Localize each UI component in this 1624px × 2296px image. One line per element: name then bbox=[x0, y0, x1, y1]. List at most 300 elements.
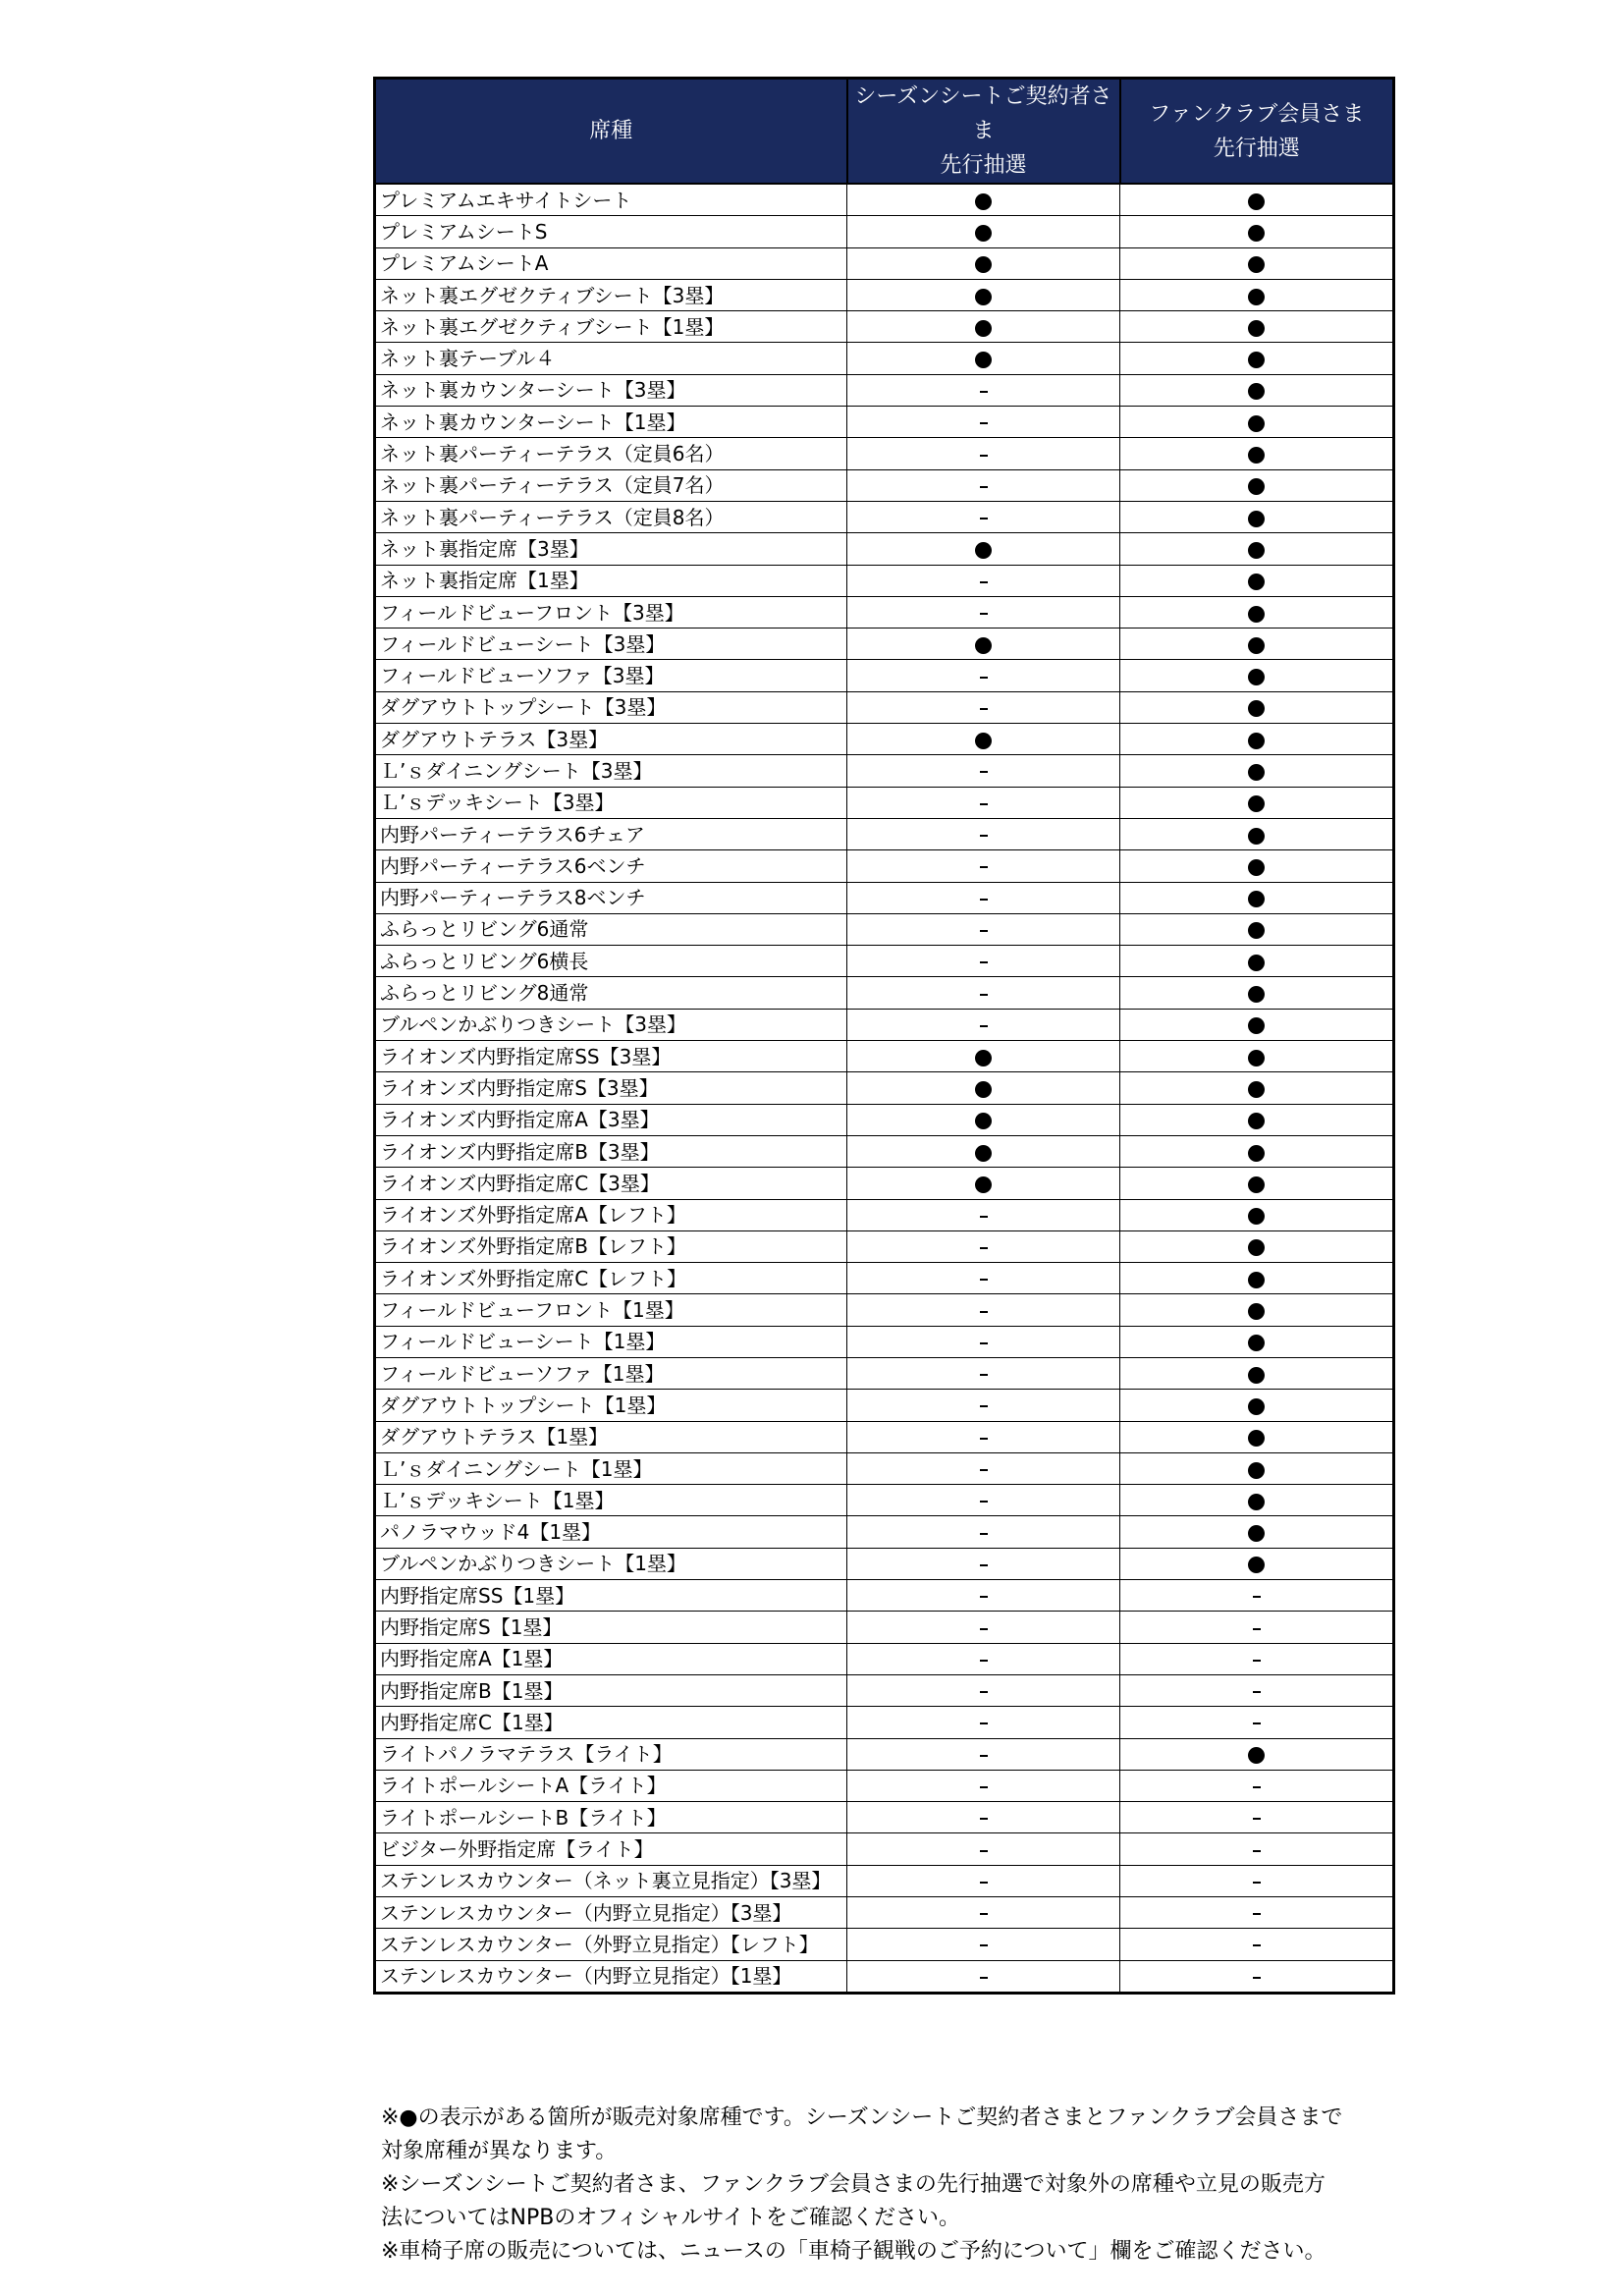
season-availability-cell bbox=[847, 1390, 1120, 1421]
fanclub-availability-cell bbox=[1120, 850, 1394, 882]
seat-name-cell: ふらっとリビング8通常 bbox=[375, 977, 847, 1009]
table-row bbox=[375, 1452, 1394, 1484]
fanclub-availability-cell bbox=[1120, 724, 1394, 755]
available-dot-icon bbox=[1248, 828, 1265, 845]
table-row bbox=[375, 407, 1394, 438]
header-row bbox=[375, 79, 1394, 185]
fanclub-availability-cell bbox=[1120, 1294, 1394, 1326]
footnote-line: 法についてはNPBのオフィシャルサイトをご確認ください。 bbox=[381, 2206, 960, 2230]
available-dot-icon bbox=[1248, 637, 1265, 654]
fanclub-availability-cell bbox=[1120, 469, 1394, 501]
fanclub-availability-cell bbox=[1120, 1707, 1394, 1738]
seat-name-cell: ライオンズ外野指定席B【レフト】 bbox=[375, 1230, 847, 1262]
season-availability-cell bbox=[847, 1802, 1120, 1833]
seat-name-cell: ライオンズ内野指定席B【3塁】 bbox=[375, 1135, 847, 1167]
seat-name-cell: 内野指定席SS【1塁】 bbox=[375, 1580, 847, 1612]
table-row bbox=[375, 1580, 1394, 1612]
header-seat-type-label: 席種 bbox=[589, 119, 633, 143]
seat-name-cell: プレミアムシートS bbox=[375, 216, 847, 247]
fanclub-availability-cell bbox=[1120, 1929, 1394, 1960]
season-availability-cell bbox=[847, 691, 1120, 723]
seat-name-cell: 内野指定席B【1塁】 bbox=[375, 1674, 847, 1706]
table-row bbox=[375, 1104, 1394, 1135]
available-dot-icon bbox=[1248, 511, 1265, 527]
fanclub-availability-cell bbox=[1120, 1548, 1394, 1579]
seat-name-cell: ライオンズ内野指定席SS【3塁】 bbox=[375, 1041, 847, 1072]
fanclub-availability-cell bbox=[1120, 660, 1394, 691]
fanclub-availability-cell bbox=[1120, 691, 1394, 723]
table-row bbox=[375, 1168, 1394, 1199]
unavailable-dash-icon bbox=[980, 1469, 988, 1471]
table-row bbox=[375, 660, 1394, 691]
seat-name-cell: プレミアムシートA bbox=[375, 247, 847, 279]
fanclub-availability-cell bbox=[1120, 1326, 1394, 1357]
available-dot-icon bbox=[1248, 891, 1265, 907]
fanclub-availability-cell bbox=[1120, 501, 1394, 532]
seat-name-cell: ライトパノラマテラス【ライト】 bbox=[375, 1738, 847, 1770]
unavailable-dash-icon bbox=[980, 1691, 988, 1693]
unavailable-dash-icon bbox=[1253, 1722, 1261, 1724]
available-dot-icon bbox=[1248, 922, 1265, 939]
fanclub-availability-cell bbox=[1120, 1516, 1394, 1548]
table-row bbox=[375, 1263, 1394, 1294]
available-dot-icon bbox=[1248, 1145, 1265, 1162]
table-row bbox=[375, 596, 1394, 628]
unavailable-dash-icon bbox=[980, 1025, 988, 1027]
unavailable-dash-icon bbox=[1253, 1691, 1261, 1693]
season-availability-cell bbox=[847, 1263, 1120, 1294]
fanclub-availability-cell bbox=[1120, 1802, 1394, 1833]
table-row bbox=[375, 438, 1394, 469]
unavailable-dash-icon bbox=[1253, 1913, 1261, 1915]
table-row bbox=[375, 1516, 1394, 1548]
available-dot-icon bbox=[1248, 256, 1265, 273]
available-dot-icon bbox=[1248, 986, 1265, 1003]
available-dot-icon bbox=[1248, 1017, 1265, 1034]
available-dot-icon bbox=[975, 289, 992, 305]
table-row bbox=[375, 1230, 1394, 1262]
unavailable-dash-icon bbox=[1253, 1628, 1261, 1630]
available-dot-icon bbox=[1248, 289, 1265, 305]
available-dot-icon bbox=[1248, 1050, 1265, 1066]
unavailable-dash-icon bbox=[980, 455, 988, 457]
table-row bbox=[375, 1833, 1394, 1865]
unavailable-dash-icon bbox=[980, 994, 988, 996]
seat-name-cell: Ｌ’ｓダイニングシート【3塁】 bbox=[375, 755, 847, 787]
season-availability-cell bbox=[847, 660, 1120, 691]
available-dot-icon bbox=[1248, 1113, 1265, 1129]
table-row bbox=[375, 850, 1394, 882]
fanclub-availability-cell bbox=[1120, 1643, 1394, 1674]
season-availability-cell bbox=[847, 596, 1120, 628]
season-availability-cell bbox=[847, 724, 1120, 755]
fanclub-availability-cell bbox=[1120, 1230, 1394, 1262]
fanclub-availability-cell bbox=[1120, 1135, 1394, 1167]
seat-name-cell: フィールドビューソファ【1塁】 bbox=[375, 1357, 847, 1389]
season-availability-cell bbox=[847, 1770, 1120, 1801]
unavailable-dash-icon bbox=[1253, 1786, 1261, 1788]
available-dot-icon bbox=[1248, 1525, 1265, 1542]
unavailable-dash-icon bbox=[980, 1755, 988, 1757]
season-availability-cell bbox=[847, 1104, 1120, 1135]
unavailable-dash-icon bbox=[980, 391, 988, 393]
available-dot-icon bbox=[1248, 1272, 1265, 1288]
available-dot-icon bbox=[975, 193, 992, 210]
fanclub-availability-cell bbox=[1120, 1897, 1394, 1929]
season-availability-cell bbox=[847, 755, 1120, 787]
season-availability-cell bbox=[847, 438, 1120, 469]
fanclub-availability-cell bbox=[1120, 818, 1394, 849]
unavailable-dash-icon bbox=[1253, 1977, 1261, 1979]
table-row bbox=[375, 1643, 1394, 1674]
table-row bbox=[375, 533, 1394, 565]
available-dot-icon bbox=[1248, 574, 1265, 590]
unavailable-dash-icon bbox=[980, 1596, 988, 1598]
unavailable-dash-icon bbox=[1253, 1882, 1261, 1884]
table-row bbox=[375, 1802, 1394, 1833]
seat-name-cell: フィールドビューシート【1塁】 bbox=[375, 1326, 847, 1357]
unavailable-dash-icon bbox=[980, 1342, 988, 1344]
season-availability-cell bbox=[847, 1452, 1120, 1484]
unavailable-dash-icon bbox=[980, 1564, 988, 1566]
available-dot-icon bbox=[1248, 700, 1265, 717]
season-availability-cell bbox=[847, 216, 1120, 247]
seat-name-cell: ネット裏パーティーテラス（定員8名） bbox=[375, 501, 847, 532]
table-row bbox=[375, 216, 1394, 247]
table-row bbox=[375, 724, 1394, 755]
table-header bbox=[375, 79, 1394, 185]
seat-name-cell: ライオンズ外野指定席A【レフト】 bbox=[375, 1199, 847, 1230]
unavailable-dash-icon bbox=[1253, 1660, 1261, 1662]
fanclub-availability-cell bbox=[1120, 629, 1394, 660]
unavailable-dash-icon bbox=[980, 581, 988, 583]
available-dot-icon bbox=[1248, 1208, 1265, 1225]
seat-name-cell: 内野指定席C【1塁】 bbox=[375, 1707, 847, 1738]
unavailable-dash-icon bbox=[980, 486, 988, 488]
fanclub-availability-cell bbox=[1120, 1390, 1394, 1421]
fanclub-availability-cell bbox=[1120, 1421, 1394, 1452]
seat-name-cell: ダグアウトテラス【3塁】 bbox=[375, 724, 847, 755]
table-row bbox=[375, 977, 1394, 1009]
unavailable-dash-icon bbox=[1253, 1944, 1261, 1946]
table-row bbox=[375, 1485, 1394, 1516]
unavailable-dash-icon bbox=[980, 866, 988, 868]
unavailable-dash-icon bbox=[980, 677, 988, 679]
season-availability-cell bbox=[847, 1516, 1120, 1548]
fanclub-availability-cell bbox=[1120, 184, 1394, 216]
fanclub-availability-cell bbox=[1120, 1009, 1394, 1040]
seat-name-cell: ライトポールシートA【ライト】 bbox=[375, 1770, 847, 1801]
season-availability-cell bbox=[847, 1230, 1120, 1262]
table-row bbox=[375, 1674, 1394, 1706]
table-row bbox=[375, 1072, 1394, 1104]
unavailable-dash-icon bbox=[980, 1533, 988, 1535]
table-row bbox=[375, 469, 1394, 501]
season-availability-cell bbox=[847, 629, 1120, 660]
season-availability-cell bbox=[847, 1674, 1120, 1706]
season-availability-cell bbox=[847, 946, 1120, 977]
seat-name-cell: ネット裏パーティーテラス（定員7名） bbox=[375, 469, 847, 501]
unavailable-dash-icon bbox=[980, 1628, 988, 1630]
seat-table-container bbox=[373, 77, 1392, 1995]
available-dot-icon bbox=[1248, 1335, 1265, 1351]
available-dot-icon bbox=[1248, 1303, 1265, 1320]
unavailable-dash-icon bbox=[980, 518, 988, 519]
table-row bbox=[375, 691, 1394, 723]
available-dot-icon bbox=[1248, 1239, 1265, 1256]
fanclub-availability-cell bbox=[1120, 1104, 1394, 1135]
season-availability-cell bbox=[847, 1294, 1120, 1326]
unavailable-dash-icon bbox=[980, 708, 988, 710]
seat-name-cell: 内野パーティーテラス8ベンチ bbox=[375, 882, 847, 913]
available-dot-icon bbox=[1248, 1398, 1265, 1415]
seat-name-cell: パノラマウッド4【1塁】 bbox=[375, 1516, 847, 1548]
seat-name-cell: ダグアウトトップシート【1塁】 bbox=[375, 1390, 847, 1421]
seat-name-cell: ダグアウトテラス【1塁】 bbox=[375, 1421, 847, 1452]
fanclub-availability-cell bbox=[1120, 977, 1394, 1009]
unavailable-dash-icon bbox=[980, 1438, 988, 1440]
available-dot-icon bbox=[1248, 795, 1265, 812]
available-dot-icon bbox=[1248, 1081, 1265, 1098]
unavailable-dash-icon bbox=[980, 1722, 988, 1724]
seat-name-cell: 内野パーティーテラス6チェア bbox=[375, 818, 847, 849]
table-body bbox=[375, 184, 1394, 1993]
table-row bbox=[375, 1294, 1394, 1326]
season-availability-cell bbox=[847, 501, 1120, 532]
table-row bbox=[375, 247, 1394, 279]
unavailable-dash-icon bbox=[980, 1405, 988, 1407]
unavailable-dash-icon bbox=[980, 1850, 988, 1852]
unavailable-dash-icon bbox=[980, 961, 988, 963]
season-availability-cell bbox=[847, 1580, 1120, 1612]
seat-name-cell: フィールドビューシート【3塁】 bbox=[375, 629, 847, 660]
seat-name-cell: ライトポールシートB【ライト】 bbox=[375, 1802, 847, 1833]
seat-name-cell: ライオンズ内野指定席A【3塁】 bbox=[375, 1104, 847, 1135]
fanclub-availability-cell bbox=[1120, 1072, 1394, 1104]
available-dot-icon bbox=[1248, 225, 1265, 242]
unavailable-dash-icon bbox=[1253, 1850, 1261, 1852]
seat-name-cell: フィールドビューソファ【3塁】 bbox=[375, 660, 847, 691]
table-row bbox=[375, 882, 1394, 913]
available-dot-icon bbox=[1248, 383, 1265, 400]
fanclub-availability-cell bbox=[1120, 343, 1394, 374]
season-availability-cell bbox=[847, 343, 1120, 374]
unavailable-dash-icon bbox=[980, 771, 988, 773]
table-row bbox=[375, 1707, 1394, 1738]
seat-name-cell: ステンレスカウンター（内野立見指定）【3塁】 bbox=[375, 1897, 847, 1929]
fanclub-availability-cell bbox=[1120, 1485, 1394, 1516]
available-dot-icon bbox=[1248, 859, 1265, 876]
season-availability-cell bbox=[847, 1072, 1120, 1104]
available-dot-icon bbox=[1248, 764, 1265, 781]
season-availability-cell bbox=[847, 374, 1120, 406]
table-row bbox=[375, 311, 1394, 343]
footnote-line: ※●の表示がある箇所が販売対象席種です。シーズンシートご契約者さまとファンクラブ会員さまで bbox=[381, 2105, 1343, 2130]
seat-name-cell: ライオンズ外野指定席C【レフト】 bbox=[375, 1263, 847, 1294]
available-dot-icon bbox=[1248, 415, 1265, 432]
fanclub-availability-cell bbox=[1120, 1833, 1394, 1865]
footnotes bbox=[381, 2102, 1402, 2269]
fanclub-availability-cell bbox=[1120, 407, 1394, 438]
seat-name-cell: Ｌ’ｓダイニングシート【1塁】 bbox=[375, 1452, 847, 1484]
fanclub-availability-cell bbox=[1120, 1580, 1394, 1612]
seat-name-cell: Ｌ’ｓデッキシート【3塁】 bbox=[375, 787, 847, 818]
table-row bbox=[375, 1770, 1394, 1801]
season-availability-cell bbox=[847, 1357, 1120, 1389]
fanclub-availability-cell bbox=[1120, 1263, 1394, 1294]
table-row bbox=[375, 787, 1394, 818]
available-dot-icon bbox=[975, 542, 992, 559]
seat-name-cell: ステンレスカウンター（ネット裏立見指定）【3塁】 bbox=[375, 1865, 847, 1896]
fanclub-availability-cell bbox=[1120, 216, 1394, 247]
header-fanclub-line2: 先行抽選 bbox=[1213, 136, 1300, 161]
table-row bbox=[375, 1326, 1394, 1357]
fanclub-availability-cell bbox=[1120, 438, 1394, 469]
fanclub-availability-cell bbox=[1120, 311, 1394, 343]
table-row bbox=[375, 565, 1394, 596]
fanclub-availability-cell bbox=[1120, 1041, 1394, 1072]
table-row bbox=[375, 184, 1394, 216]
seat-name-cell: プレミアムエキサイトシート bbox=[375, 184, 847, 216]
table-row bbox=[375, 946, 1394, 977]
season-availability-cell bbox=[847, 1135, 1120, 1167]
table-row bbox=[375, 1897, 1394, 1929]
seat-name-cell: ネット裏テーブル４ bbox=[375, 343, 847, 374]
fanclub-availability-cell bbox=[1120, 755, 1394, 787]
season-availability-cell bbox=[847, 311, 1120, 343]
season-availability-cell bbox=[847, 1897, 1120, 1929]
season-availability-cell bbox=[847, 1865, 1120, 1896]
header-season-line1: シーズンシートご契約者さま bbox=[854, 84, 1112, 143]
season-availability-cell bbox=[847, 533, 1120, 565]
table-row bbox=[375, 755, 1394, 787]
season-availability-cell bbox=[847, 184, 1120, 216]
season-availability-cell bbox=[847, 1199, 1120, 1230]
fanclub-availability-cell bbox=[1120, 533, 1394, 565]
unavailable-dash-icon bbox=[980, 1913, 988, 1915]
table-row bbox=[375, 374, 1394, 406]
season-availability-cell bbox=[847, 882, 1120, 913]
table-row bbox=[375, 1929, 1394, 1960]
available-dot-icon bbox=[1248, 193, 1265, 210]
footnote-line: 対象席種が異なります。 bbox=[381, 2139, 618, 2163]
table-row bbox=[375, 1135, 1394, 1167]
season-availability-cell bbox=[847, 913, 1120, 945]
unavailable-dash-icon bbox=[980, 835, 988, 837]
season-availability-cell bbox=[847, 565, 1120, 596]
unavailable-dash-icon bbox=[980, 899, 988, 901]
header-fanclub bbox=[1120, 79, 1394, 185]
available-dot-icon bbox=[975, 225, 992, 242]
available-dot-icon bbox=[975, 1145, 992, 1162]
unavailable-dash-icon bbox=[980, 1786, 988, 1788]
seat-name-cell: ネット裏エグゼクティブシート【3塁】 bbox=[375, 279, 847, 310]
table-row bbox=[375, 1009, 1394, 1040]
available-dot-icon bbox=[1248, 1557, 1265, 1573]
available-dot-icon bbox=[1248, 478, 1265, 495]
unavailable-dash-icon bbox=[980, 1216, 988, 1218]
season-availability-cell bbox=[847, 1833, 1120, 1865]
unavailable-dash-icon bbox=[1253, 1596, 1261, 1598]
table-row bbox=[375, 279, 1394, 310]
fanclub-availability-cell bbox=[1120, 565, 1394, 596]
season-availability-cell bbox=[847, 279, 1120, 310]
available-dot-icon bbox=[1248, 955, 1265, 971]
season-availability-cell bbox=[847, 1643, 1120, 1674]
fanclub-availability-cell bbox=[1120, 946, 1394, 977]
unavailable-dash-icon bbox=[980, 1818, 988, 1820]
fanclub-availability-cell bbox=[1120, 1770, 1394, 1801]
seat-name-cell: 内野指定席S【1塁】 bbox=[375, 1612, 847, 1643]
season-availability-cell bbox=[847, 1612, 1120, 1643]
season-availability-cell bbox=[847, 787, 1120, 818]
seat-name-cell: ダグアウトトップシート【3塁】 bbox=[375, 691, 847, 723]
available-dot-icon bbox=[1248, 447, 1265, 464]
season-availability-cell bbox=[847, 1009, 1120, 1040]
table-row bbox=[375, 1199, 1394, 1230]
season-availability-cell bbox=[847, 818, 1120, 849]
available-dot-icon bbox=[1248, 1176, 1265, 1193]
available-dot-icon bbox=[975, 733, 992, 749]
available-dot-icon bbox=[975, 352, 992, 368]
seat-name-cell: 内野パーティーテラス6ベンチ bbox=[375, 850, 847, 882]
available-dot-icon bbox=[1248, 1367, 1265, 1384]
seat-name-cell: ステンレスカウンター（内野立見指定）【1塁】 bbox=[375, 1960, 847, 1993]
season-availability-cell bbox=[847, 1485, 1120, 1516]
fanclub-availability-cell bbox=[1120, 1612, 1394, 1643]
fanclub-availability-cell bbox=[1120, 279, 1394, 310]
footnote-line: ※車椅子席の販売については、ニュースの「車椅子観戦のご予約について」欄をご確認ください。 bbox=[381, 2239, 1326, 2264]
available-dot-icon bbox=[975, 637, 992, 654]
table-row bbox=[375, 1738, 1394, 1770]
table-row bbox=[375, 1357, 1394, 1389]
seat-name-cell: ライオンズ内野指定席C【3塁】 bbox=[375, 1168, 847, 1199]
available-dot-icon bbox=[975, 1113, 992, 1129]
unavailable-dash-icon bbox=[980, 422, 988, 424]
available-dot-icon bbox=[1248, 542, 1265, 559]
table-row bbox=[375, 1612, 1394, 1643]
available-dot-icon bbox=[975, 320, 992, 337]
unavailable-dash-icon bbox=[980, 803, 988, 805]
unavailable-dash-icon bbox=[980, 1311, 988, 1313]
season-availability-cell bbox=[847, 1548, 1120, 1579]
seat-name-cell: ビジター外野指定席【ライト】 bbox=[375, 1833, 847, 1865]
available-dot-icon bbox=[975, 256, 992, 273]
available-dot-icon bbox=[975, 1050, 992, 1066]
fanclub-availability-cell bbox=[1120, 247, 1394, 279]
unavailable-dash-icon bbox=[980, 1660, 988, 1662]
fanclub-availability-cell bbox=[1120, 374, 1394, 406]
available-dot-icon bbox=[1248, 1494, 1265, 1510]
season-availability-cell bbox=[847, 850, 1120, 882]
header-season-seat bbox=[847, 79, 1120, 185]
seat-name-cell: Ｌ’ｓデッキシート【1塁】 bbox=[375, 1485, 847, 1516]
unavailable-dash-icon bbox=[980, 1279, 988, 1281]
fanclub-availability-cell bbox=[1120, 882, 1394, 913]
season-availability-cell bbox=[847, 1168, 1120, 1199]
available-dot-icon bbox=[1248, 320, 1265, 337]
header-fanclub-line1: ファンクラブ会員さま bbox=[1149, 101, 1365, 127]
seat-name-cell: ふらっとリビング6通常 bbox=[375, 913, 847, 945]
table-row bbox=[375, 343, 1394, 374]
unavailable-dash-icon bbox=[980, 930, 988, 932]
fanclub-availability-cell bbox=[1120, 1452, 1394, 1484]
fanclub-availability-cell bbox=[1120, 1168, 1394, 1199]
table-row bbox=[375, 1960, 1394, 1993]
header-season-line2: 先行抽選 bbox=[940, 153, 1027, 178]
season-availability-cell bbox=[847, 1707, 1120, 1738]
season-availability-cell bbox=[847, 407, 1120, 438]
